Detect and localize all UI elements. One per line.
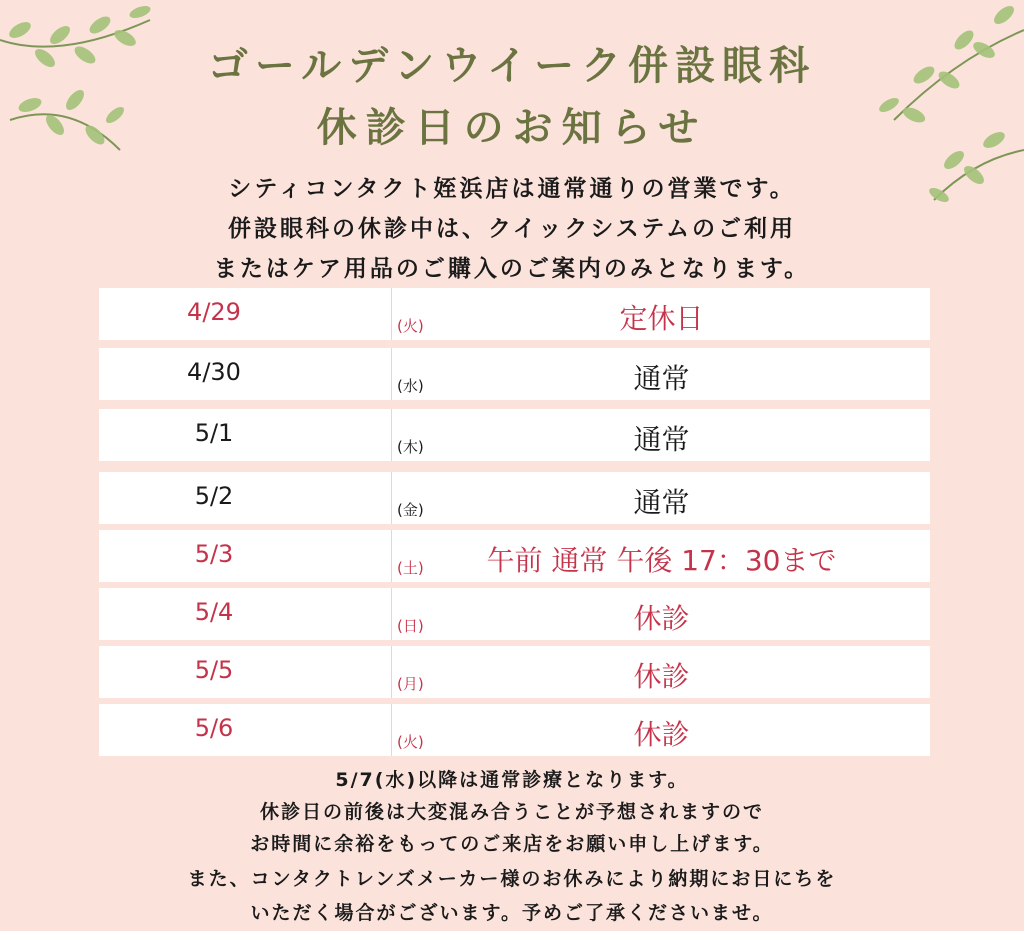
schedule-weekday: (日)	[397, 617, 424, 635]
schedule-status: 休診	[633, 660, 690, 693]
schedule-date: 4/29	[187, 298, 241, 326]
note-line-4: また、コンタクトレンズメーカー様のお休みにより納期にお日にちを	[187, 868, 837, 890]
schedule-date: 5/4	[194, 598, 234, 626]
row-divider	[391, 288, 392, 340]
schedule-status: 休診	[633, 718, 690, 751]
schedule-status: 定休日	[619, 302, 704, 335]
page-subtitle: 休診日のお知らせ	[316, 105, 708, 151]
note-line-2: 休診日の前後は大変混み合うことが予想されますので	[259, 801, 764, 823]
row-divider	[391, 472, 392, 524]
schedule-row	[99, 348, 930, 400]
schedule-row	[99, 472, 930, 524]
schedule-row	[99, 288, 930, 340]
schedule-date: 5/2	[194, 482, 234, 510]
note-line-1: 5/7(水)以降は通常診療となります。	[335, 769, 689, 791]
schedule-date: 5/5	[194, 656, 234, 684]
row-divider	[391, 530, 392, 582]
schedule-date: 4/30	[187, 358, 241, 386]
schedule-date: 5/6	[194, 714, 234, 742]
schedule-weekday: (木)	[397, 438, 424, 456]
schedule-status: 午前 通常 午後 17：30まで	[486, 544, 837, 577]
note-line-5: いただく場合がございます。予めご了承くださいませ。	[250, 902, 774, 924]
note-line-3: お時間に余裕をもってのご来店をお願い申し上げます。	[250, 833, 774, 855]
schedule-row	[99, 588, 930, 640]
schedule-status: 通常	[633, 423, 690, 456]
schedule-row	[99, 646, 930, 698]
schedule-row	[99, 409, 930, 461]
schedule-weekday: (月)	[397, 675, 424, 693]
schedule-weekday: (火)	[397, 317, 424, 335]
intro-line-2: 併設眼科の休診中は、クイックシステムのご利用	[227, 216, 797, 242]
schedule-date: 5/3	[194, 540, 234, 568]
row-divider	[391, 348, 392, 400]
schedule-weekday: (水)	[397, 377, 424, 395]
schedule-status: 休診	[633, 602, 690, 635]
schedule-weekday: (火)	[397, 733, 424, 751]
intro-line-3: またはケア用品のご購入のご案内のみとなります。	[213, 256, 811, 282]
schedule-row	[99, 530, 930, 582]
row-divider	[391, 704, 392, 756]
row-divider	[391, 409, 392, 461]
schedule-date: 5/1	[194, 419, 234, 447]
row-divider	[391, 588, 392, 640]
schedule-status: 通常	[633, 362, 690, 395]
schedule-status: 通常	[633, 486, 690, 519]
schedule-weekday: (金)	[397, 501, 424, 519]
page-title: ゴールデンウイーク併設眼科	[207, 43, 817, 89]
intro-line-1: シティコンタクト姪浜店は通常通りの営業です。	[228, 176, 796, 202]
schedule-row	[99, 704, 930, 756]
row-divider	[391, 646, 392, 698]
schedule-weekday: (土)	[397, 559, 424, 577]
